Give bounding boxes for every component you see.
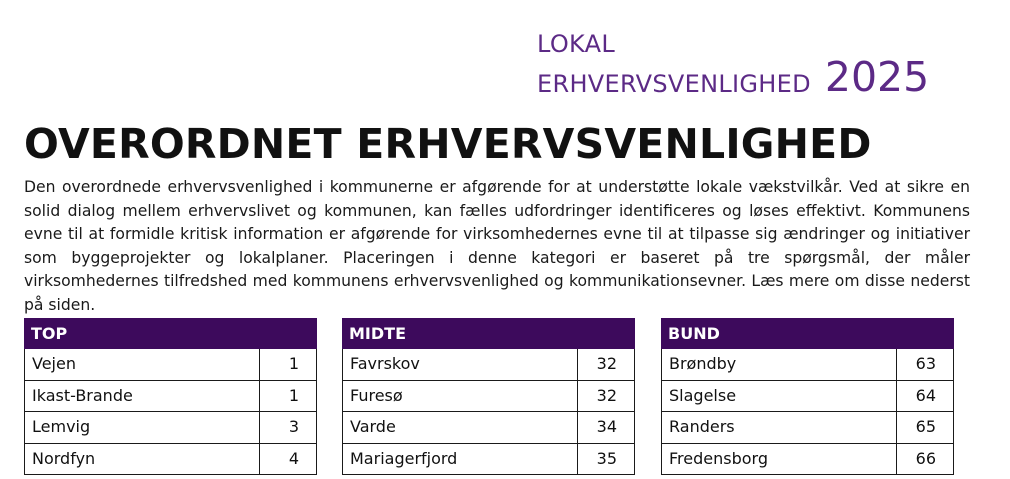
municipality-name: Brøndby [662, 349, 897, 380]
rank-value: 34 [596, 417, 617, 436]
municipality-name: Mariagerfjord [343, 444, 578, 475]
table-row [661, 381, 954, 413]
rank-value: 64 [915, 385, 936, 405]
rank-value: 3 [288, 417, 299, 436]
municipality-name: Lemvig [25, 412, 260, 443]
table-row [342, 444, 635, 476]
municipality-name: Vejen [25, 349, 260, 380]
table-row [342, 412, 635, 444]
rank-value: 35 [596, 448, 617, 468]
brand-name: ERHVERVSVENLIGHED [537, 70, 811, 98]
table-row [24, 381, 317, 413]
municipality-name: Randers [662, 412, 897, 443]
municipality-name: Fredensborg [662, 444, 897, 475]
rank-value: 1 [288, 385, 299, 405]
rank-value: 63 [915, 354, 936, 373]
table-midte-heading: MIDTE [342, 318, 635, 349]
rank-value: 32 [596, 354, 617, 373]
rank-value: 32 [596, 385, 617, 405]
table-row [661, 349, 954, 381]
rank-value: 4 [288, 448, 299, 468]
brand-line-2 [537, 53, 930, 101]
brand-line-1: LOKAL [537, 30, 616, 58]
brand-logo [537, 30, 929, 99]
table-top-heading: TOP [24, 318, 317, 349]
rank-value: 65 [915, 417, 936, 436]
table-row [24, 412, 317, 444]
municipality-name: Ikast-Brande [25, 381, 260, 412]
municipality-name: Varde [343, 412, 578, 443]
table-bund-heading: BUND [661, 318, 954, 349]
page-title: OVERORDNET ERHVERVSVENLIGHED [24, 120, 872, 168]
table-top [24, 318, 317, 475]
municipality-name: Nordfyn [25, 444, 260, 475]
rank-value: 66 [915, 448, 936, 468]
table-row [661, 412, 954, 444]
table-midte [342, 318, 635, 475]
table-row [342, 381, 635, 413]
table-bund [661, 318, 954, 475]
table-row [24, 444, 317, 476]
rank-value: 1 [288, 354, 299, 373]
municipality-name: Slagelse [662, 381, 897, 412]
table-row [342, 349, 635, 381]
brand-year: 2025 [824, 53, 930, 101]
table-row [661, 444, 954, 476]
intro-paragraph: Den overordnede erhvervsvenlighed i kommunerne er afgørende for at understøtte lokale vækstvilkår. Ved at sikre en solid dialog mellem erhvervslivet og kommunen, kan fælles udfordringer identificeres og løses effektivt. Kommunens evne til at formidle kritisk information er afgørende for virksomhedernes evne til at tilpasse sig ændringer og initiativer som byggeprojekter og lokalplaner. Placeringen i denne kategori er baseret på tre spørgsmål, der måler virksomhedernes tilfredshed med kommunens erhvervsvenlighed og kommunikationsevner. Læs mere om disse nederst på siden. [24, 178, 970, 314]
table-row [24, 349, 317, 381]
municipality-name: Furesø [343, 381, 578, 412]
municipality-name: Favrskov [343, 349, 578, 380]
